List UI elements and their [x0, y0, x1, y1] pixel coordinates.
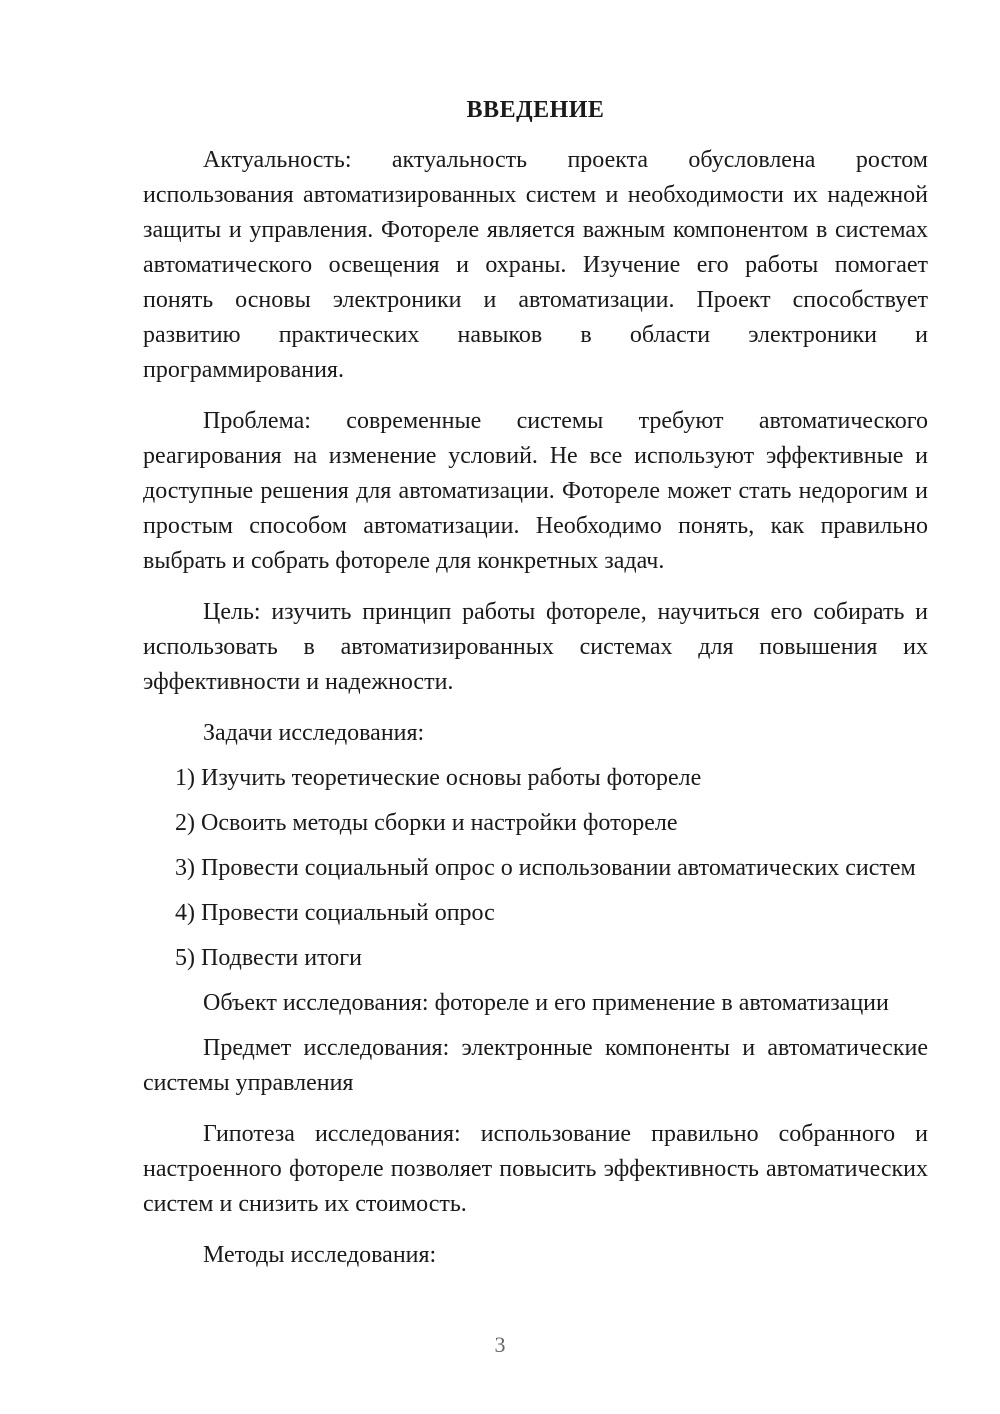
- page-number: 3: [494, 1332, 506, 1357]
- hypothesis-paragraph: Гипотеза исследования: использование правильно собранного и настроенного фотореле позволяет повысить эффективность автоматических систем и снизить их стоимость.: [143, 1121, 928, 1217]
- research-subject-paragraph: Предмет исследования: электронные компоненты и автоматические системы управления: [143, 1035, 928, 1096]
- tasks-title: Задачи исследования:: [203, 720, 425, 746]
- task-item: 1) Изучить теоретические основы работы фотореле: [175, 765, 702, 791]
- goal-paragraph: Цель: изучить принцип работы фотореле, научиться его собирать и использовать в автоматизированных системах для повышения их эффективности и надежности.: [143, 599, 928, 695]
- relevance-paragraph: Актуальность: актуальность проекта обусловлена ростом использования автоматизированных систем и необходимости их надежной защиты и управления. Фотореле является важным компонентом в системах автоматического освещения и охраны. Изучение его работы помогает понять основы электроники и автоматизации. Проект способствует развитию практических навыков в области электроники и программирования.: [143, 147, 928, 383]
- problem-paragraph: Проблема: современные системы требуют автоматического реагирования на изменение условий. Не все используют эффективные и доступные решения для автоматизации. Фотореле может стать недорогим и простым способом автоматизации. Необходимо понять, как правильно выбрать и собрать фотореле для конкретных задач.: [143, 408, 928, 574]
- page-content: [143, 92, 928, 1289]
- task-item: 5) Подвести итоги: [175, 945, 362, 971]
- task-item: 3) Провести социальный опрос о использовании автоматических систем: [175, 855, 916, 881]
- task-item: 4) Провести социальный опрос: [175, 900, 495, 926]
- page-heading: ВВЕДЕНИЕ: [466, 97, 605, 123]
- task-item: 2) Освоить методы сборки и настройки фотореле: [175, 810, 678, 836]
- research-object-paragraph: Объект исследования: фотореле и его применение в автоматизации: [203, 990, 889, 1016]
- tasks-list: [143, 761, 928, 976]
- methods-title: Методы исследования:: [203, 1242, 437, 1268]
